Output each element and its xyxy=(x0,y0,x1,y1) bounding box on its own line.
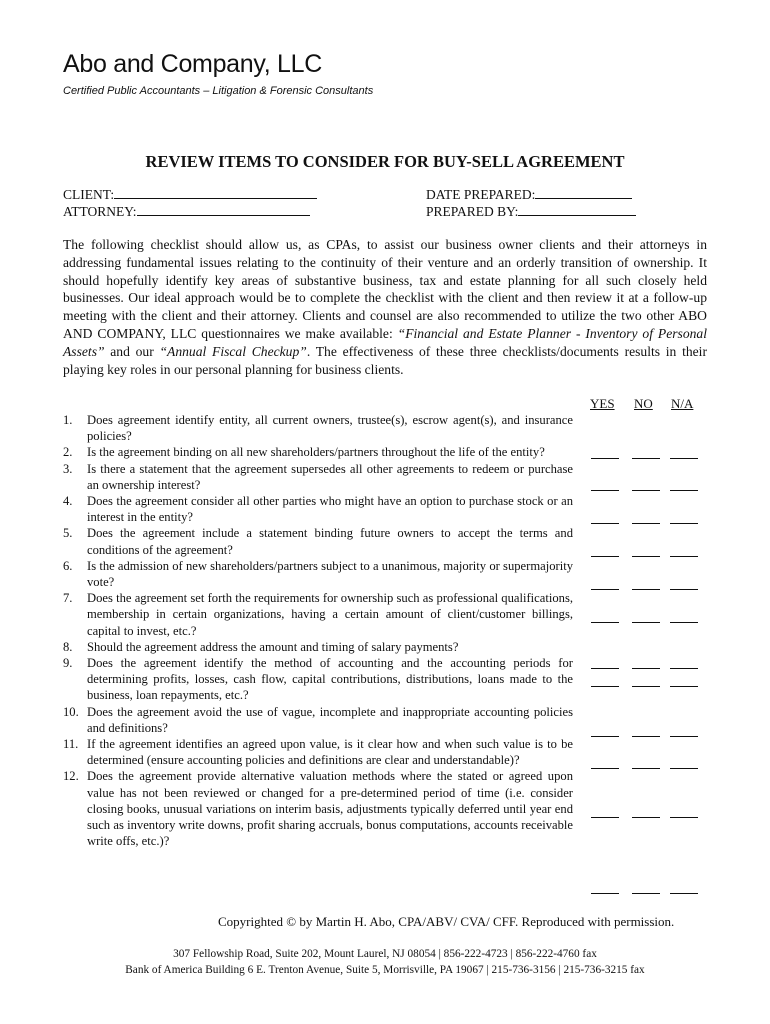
question-item xyxy=(63,655,573,704)
answer-na-blank[interactable] xyxy=(670,768,698,769)
intro-title-2: “Annual Fiscal Checkup” xyxy=(159,343,307,359)
question-item xyxy=(63,704,573,736)
firm-name: Abo and Company, LLC xyxy=(63,50,322,78)
answer-yes-blank[interactable] xyxy=(591,490,619,491)
question-text: Does the agreement provide alternative valuation methods where the stated or agreed upon value has not been reviewed or changed for a pre-determined period of time (i.e. consider closing books, unusual variations on interim basis, adjustments typically deferred until year end such as inventory write downs, profit sharing accruals, bonus computations, accounts receivable write offs, etc.)? xyxy=(87,769,573,849)
column-header-no: NO xyxy=(634,396,653,411)
question-number: 6. xyxy=(63,558,73,573)
question-text: Should the agreement address the amount and timing of salary payments? xyxy=(87,639,459,654)
answer-na-blank[interactable] xyxy=(670,490,698,491)
prepared-by-field xyxy=(426,203,636,220)
answer-no-blank[interactable] xyxy=(632,817,660,818)
answer-no-blank[interactable] xyxy=(632,668,660,669)
address-line-1: 307 Fellowship Road, Suite 202, Mount Laurel, NJ 08054 | 856-222-4723 | 856-222-4760 fax xyxy=(173,948,597,960)
answer-no-blank[interactable] xyxy=(632,736,660,737)
question-item xyxy=(63,736,573,768)
answer-yes-blank[interactable] xyxy=(591,589,619,590)
question-number: 3. xyxy=(63,461,73,476)
question-text: Does the agreement consider all other parties who might have an option to purchase stock or an interest in the entity? xyxy=(87,494,573,525)
question-item xyxy=(63,768,573,849)
client-field xyxy=(63,186,317,203)
answer-na-blank[interactable] xyxy=(670,523,698,524)
answer-no-blank[interactable] xyxy=(632,523,660,524)
question-text: Is the agreement binding on all new shareholders/partners throughout the life of the entity? xyxy=(87,445,545,460)
attorney-input-line[interactable] xyxy=(137,203,310,216)
date-prepared-label: DATE PREPARED: xyxy=(426,187,536,202)
answer-no-blank[interactable] xyxy=(632,589,660,590)
answer-na-blank[interactable] xyxy=(670,686,698,687)
question-text: Does the agreement include a statement binding future owners to accept the terms and conditions of the agreement? xyxy=(87,526,573,557)
column-header-na: N/A xyxy=(671,396,694,411)
question-item xyxy=(63,639,573,655)
answer-yes-blank[interactable] xyxy=(591,458,619,459)
intro-paragraph xyxy=(63,236,707,378)
answer-no-blank[interactable] xyxy=(632,490,660,491)
answer-yes-blank[interactable] xyxy=(591,768,619,769)
question-item xyxy=(63,412,573,444)
question-item xyxy=(63,590,573,639)
answer-yes-blank[interactable] xyxy=(591,668,619,669)
client-input-line[interactable] xyxy=(114,186,317,199)
address-line-2: Bank of America Building 6 E. Trenton Avenue, Suite 5, Morrisville, PA 19067 | 215-736-3156 | 215-736-3215 fax xyxy=(125,964,645,976)
answer-na-blank[interactable] xyxy=(670,458,698,459)
answer-no-blank[interactable] xyxy=(632,893,660,894)
question-text: Does the agreement set forth the requirements for ownership such as professional qualifications, membership in certain organizations, having a certain amount of client/customer billings, capital to invest, etc.? xyxy=(87,591,573,638)
question-number: 12. xyxy=(63,769,79,784)
answer-na-blank[interactable] xyxy=(670,589,698,590)
answer-no-blank[interactable] xyxy=(632,458,660,459)
answer-yes-blank[interactable] xyxy=(591,686,619,687)
question-number: 10. xyxy=(63,704,79,719)
question-text: Does the agreement identify the method of accounting and the accounting periods for determining profits, losses, cash flow, capital contributions, distributions, loans made to the business, loan repayments, etc.? xyxy=(87,656,573,703)
firm-subtitle: Certified Public Accountants – Litigation & Forensic Consultants xyxy=(63,85,374,97)
answer-yes-blank[interactable] xyxy=(591,622,619,623)
document-title: REVIEW ITEMS TO CONSIDER FOR BUY-SELL AGREEMENT xyxy=(145,152,625,171)
answer-no-blank[interactable] xyxy=(632,686,660,687)
intro-text-3: . The effectiveness of these three checklists/documents results in their playing key roles in our personal planning for business clients. xyxy=(63,343,707,377)
question-text: Does the agreement avoid the use of vague, incomplete and inappropriate accounting policies and definitions? xyxy=(87,704,573,735)
answer-na-blank[interactable] xyxy=(670,893,698,894)
column-header-yes: YES xyxy=(590,396,615,411)
date-prepared-input-line[interactable] xyxy=(535,186,632,199)
answer-no-blank[interactable] xyxy=(632,556,660,557)
question-number: 5. xyxy=(63,526,73,541)
question-item xyxy=(63,461,573,493)
intro-text-2: and our xyxy=(104,343,160,359)
prepared-by-label: PREPARED BY: xyxy=(426,204,519,219)
prepared-by-input-line[interactable] xyxy=(518,203,636,216)
answer-na-blank[interactable] xyxy=(670,622,698,623)
answer-na-blank[interactable] xyxy=(670,736,698,737)
question-number: 1. xyxy=(63,413,73,427)
intro-title-1: “Financial and Estate Planner - Inventory of Personal Assets” xyxy=(63,325,707,359)
question-number: 7. xyxy=(63,591,73,606)
date-prepared-field xyxy=(426,186,632,203)
question-number: 9. xyxy=(63,656,73,671)
answer-yes-blank[interactable] xyxy=(591,893,619,894)
question-number: 2. xyxy=(63,445,73,460)
question-number: 4. xyxy=(63,494,73,509)
intro-text-1: The following checklist should allow us, as CPAs, to assist our business owner clients and their attorneys in addressing fundamental issues relating to the continuity of their venture and an orderly transition of ownership. It should hopefully identify key areas of substantive business, tax and estate planning for all such closely held businesses. Our ideal approach would be to complete the checklist with the client and then review it at a follow-up meeting with the client and their attorney. Clients and counsel are also recommended to utilize the two other ABO AND COMPANY, LLC questionnaires we make available: xyxy=(63,237,707,341)
client-label: CLIENT: xyxy=(63,187,115,202)
answer-no-blank[interactable] xyxy=(632,768,660,769)
attorney-label: ATTORNEY: xyxy=(63,204,137,219)
question-item xyxy=(63,525,573,557)
question-number: 11. xyxy=(63,737,79,752)
question-text: If the agreement identifies an agreed upon value, is it clear how and when such value is to be determined (ensure accounting policies and definitions are clear and understandable)? xyxy=(87,737,573,768)
answer-yes-blank[interactable] xyxy=(591,556,619,557)
question-item xyxy=(63,493,573,525)
attorney-field xyxy=(63,203,310,220)
answer-na-blank[interactable] xyxy=(670,817,698,818)
answer-na-blank[interactable] xyxy=(670,556,698,557)
answer-yes-blank[interactable] xyxy=(591,817,619,818)
question-text: Is the admission of new shareholders/partners subject to a unanimous, majority or supermajority vote? xyxy=(87,558,573,590)
question-text: Is there a statement that the agreement supersedes all other agreements to redeem or purchase an ownership interest? xyxy=(87,461,573,492)
answer-na-blank[interactable] xyxy=(670,668,698,669)
copyright-notice: Copyrighted © by Martin H. Abo, CPA/ABV/ CVA/ CFF. Reproduced with permission. xyxy=(218,914,675,929)
answer-yes-blank[interactable] xyxy=(591,523,619,524)
question-list xyxy=(63,412,573,849)
answer-yes-blank[interactable] xyxy=(591,736,619,737)
question-item xyxy=(63,558,573,590)
answer-no-blank[interactable] xyxy=(632,622,660,623)
question-number: 8. xyxy=(63,639,73,654)
question-item xyxy=(63,444,573,460)
question-text: Does agreement identify entity, all current owners, trustee(s), escrow agent(s), and insurance policies? xyxy=(87,413,573,444)
